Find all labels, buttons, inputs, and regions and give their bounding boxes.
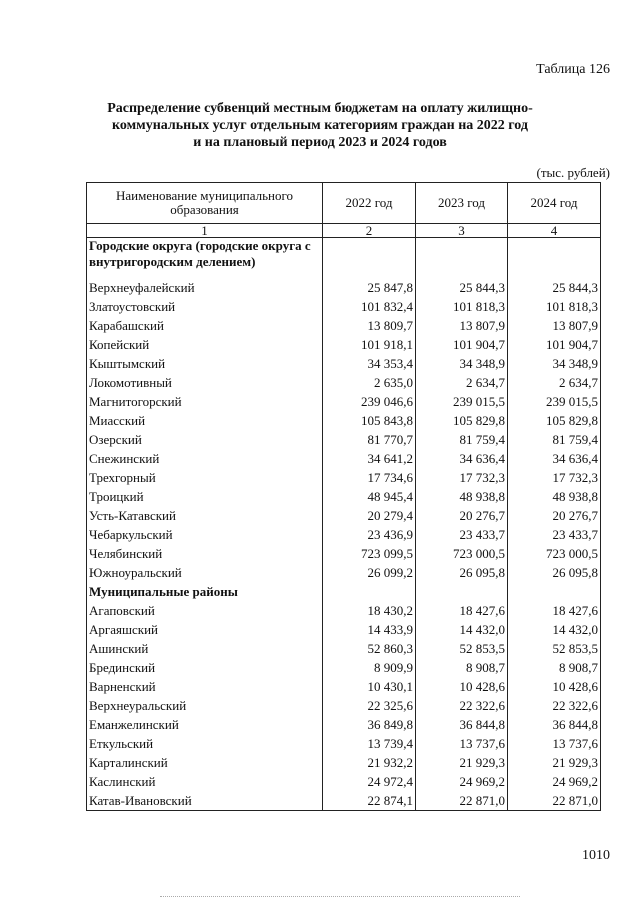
value-2023: 239 015,5 <box>416 392 508 411</box>
value-2023: 36 844,8 <box>416 715 508 734</box>
table-row <box>87 430 601 449</box>
municipality-name: Карталинский <box>87 753 323 772</box>
table-row <box>87 392 601 411</box>
value-2024: 105 829,8 <box>508 411 601 430</box>
value-2024: 52 853,5 <box>508 639 601 658</box>
value-2024: 26 095,8 <box>508 563 601 582</box>
subvention-table <box>86 182 601 811</box>
table-row <box>87 677 601 696</box>
municipality-name: Трехгорный <box>87 468 323 487</box>
value-2024: 25 844,3 <box>508 278 601 297</box>
value-2024: 34 636,4 <box>508 449 601 468</box>
municipality-name: Катав-Ивановский <box>87 791 323 811</box>
municipality-name: Южноуральский <box>87 563 323 582</box>
table-row <box>87 544 601 563</box>
municipality-name: Кыштымский <box>87 354 323 373</box>
value-2022: 22 325,6 <box>323 696 416 715</box>
table-row <box>87 658 601 677</box>
section-row <box>87 582 601 601</box>
value-2022: 101 832,4 <box>323 297 416 316</box>
table-row <box>87 411 601 430</box>
municipality-name: Еткульский <box>87 734 323 753</box>
empty-cell <box>323 582 416 601</box>
value-2024: 101 904,7 <box>508 335 601 354</box>
table-row <box>87 354 601 373</box>
municipality-name: Златоустовский <box>87 297 323 316</box>
value-2023: 723 000,5 <box>416 544 508 563</box>
empty-cell <box>508 582 601 601</box>
value-2023: 22 871,0 <box>416 791 508 811</box>
value-2023: 25 844,3 <box>416 278 508 297</box>
value-2022: 34 353,4 <box>323 354 416 373</box>
municipality-name: Локомотивный <box>87 373 323 392</box>
value-2024: 23 433,7 <box>508 525 601 544</box>
value-2022: 25 847,8 <box>323 278 416 297</box>
value-2024: 48 938,8 <box>508 487 601 506</box>
value-2024: 13 807,9 <box>508 316 601 335</box>
municipality-name: Верхнеуральский <box>87 696 323 715</box>
table-row <box>87 772 601 791</box>
value-2024: 13 737,6 <box>508 734 601 753</box>
value-2022: 13 809,7 <box>323 316 416 335</box>
section-title: Городские округа (городские округа с внутригородским делением) <box>87 238 323 279</box>
value-2024: 8 908,7 <box>508 658 601 677</box>
value-2022: 26 099,2 <box>323 563 416 582</box>
municipality-name: Магнитогорский <box>87 392 323 411</box>
value-2022: 2 635,0 <box>323 373 416 392</box>
value-2022: 21 932,2 <box>323 753 416 772</box>
value-2022: 48 945,4 <box>323 487 416 506</box>
value-2023: 14 432,0 <box>416 620 508 639</box>
value-2022: 22 874,1 <box>323 791 416 811</box>
value-2024: 34 348,9 <box>508 354 601 373</box>
empty-cell <box>416 582 508 601</box>
table-row <box>87 791 601 811</box>
value-2023: 17 732,3 <box>416 468 508 487</box>
value-2022: 36 849,8 <box>323 715 416 734</box>
header-2023: 2023 год <box>416 183 508 224</box>
value-2023: 8 908,7 <box>416 658 508 677</box>
municipality-name: Агаповский <box>87 601 323 620</box>
table-row <box>87 525 601 544</box>
value-2022: 101 918,1 <box>323 335 416 354</box>
value-2024: 10 428,6 <box>508 677 601 696</box>
column-number: 1 <box>87 224 323 238</box>
section-title: Муниципальные районы <box>87 582 323 601</box>
municipality-name: Аргаяшский <box>87 620 323 639</box>
value-2022: 20 279,4 <box>323 506 416 525</box>
value-2023: 34 348,9 <box>416 354 508 373</box>
title-line: Распределение субвенций местным бюджетам на оплату жилищно- <box>107 101 533 116</box>
value-2023: 21 929,3 <box>416 753 508 772</box>
value-2023: 20 276,7 <box>416 506 508 525</box>
table-row <box>87 278 601 297</box>
municipality-name: Варненский <box>87 677 323 696</box>
value-2022: 723 099,5 <box>323 544 416 563</box>
table-row <box>87 297 601 316</box>
municipality-name: Озерский <box>87 430 323 449</box>
value-2024: 101 818,3 <box>508 297 601 316</box>
value-2023: 13 737,6 <box>416 734 508 753</box>
title-line: коммунальных услуг отдельным категориям граждан на 2022 год <box>112 118 528 133</box>
municipality-name: Верхнеуфалейский <box>87 278 323 297</box>
header-2024: 2024 год <box>508 183 601 224</box>
value-2024: 239 015,5 <box>508 392 601 411</box>
empty-cell <box>416 238 508 279</box>
municipality-name: Копейский <box>87 335 323 354</box>
value-2022: 24 972,4 <box>323 772 416 791</box>
page-number: 1010 <box>582 848 610 863</box>
value-2022: 18 430,2 <box>323 601 416 620</box>
table-row <box>87 506 601 525</box>
document-title <box>60 100 580 151</box>
value-2023: 101 818,3 <box>416 297 508 316</box>
value-2023: 10 428,6 <box>416 677 508 696</box>
value-2024: 18 427,6 <box>508 601 601 620</box>
municipality-name: Челябинский <box>87 544 323 563</box>
column-number: 3 <box>416 224 508 238</box>
value-2023: 2 634,7 <box>416 373 508 392</box>
table-row <box>87 373 601 392</box>
table-row <box>87 715 601 734</box>
title-line: и на плановый период 2023 и 2024 годов <box>193 135 447 150</box>
value-2023: 48 938,8 <box>416 487 508 506</box>
empty-cell <box>508 238 601 279</box>
value-2023: 34 636,4 <box>416 449 508 468</box>
value-2022: 34 641,2 <box>323 449 416 468</box>
value-2022: 81 770,7 <box>323 430 416 449</box>
value-2024: 17 732,3 <box>508 468 601 487</box>
column-number: 2 <box>323 224 416 238</box>
value-2022: 17 734,6 <box>323 468 416 487</box>
municipality-name: Усть-Катавский <box>87 506 323 525</box>
municipality-name: Снежинский <box>87 449 323 468</box>
value-2023: 18 427,6 <box>416 601 508 620</box>
municipality-name: Карабашский <box>87 316 323 335</box>
header-name: Наименование муниципального образования <box>87 183 323 224</box>
municipality-name: Каслинский <box>87 772 323 791</box>
value-2023: 24 969,2 <box>416 772 508 791</box>
empty-cell <box>323 238 416 279</box>
value-2022: 8 909,9 <box>323 658 416 677</box>
value-2024: 24 969,2 <box>508 772 601 791</box>
value-2024: 36 844,8 <box>508 715 601 734</box>
value-2024: 81 759,4 <box>508 430 601 449</box>
value-2024: 22 322,6 <box>508 696 601 715</box>
value-2024: 21 929,3 <box>508 753 601 772</box>
municipality-name: Чебаркульский <box>87 525 323 544</box>
header-2022: 2022 год <box>323 183 416 224</box>
value-2022: 23 436,9 <box>323 525 416 544</box>
table-row <box>87 639 601 658</box>
value-2022: 14 433,9 <box>323 620 416 639</box>
table-row <box>87 734 601 753</box>
municipality-name: Миасский <box>87 411 323 430</box>
value-2022: 13 739,4 <box>323 734 416 753</box>
value-2022: 52 860,3 <box>323 639 416 658</box>
table-row <box>87 468 601 487</box>
value-2024: 22 871,0 <box>508 791 601 811</box>
table-row <box>87 753 601 772</box>
units-note: (тыс. рублей) <box>536 165 610 180</box>
municipality-name: Троицкий <box>87 487 323 506</box>
value-2022: 10 430,1 <box>323 677 416 696</box>
value-2024: 2 634,7 <box>508 373 601 392</box>
table-row <box>87 601 601 620</box>
municipality-name: Еманжелинский <box>87 715 323 734</box>
footer-divider <box>160 896 520 898</box>
value-2023: 101 904,7 <box>416 335 508 354</box>
value-2024: 723 000,5 <box>508 544 601 563</box>
table-row <box>87 335 601 354</box>
value-2022: 105 843,8 <box>323 411 416 430</box>
table-row <box>87 449 601 468</box>
value-2023: 23 433,7 <box>416 525 508 544</box>
table-body <box>87 238 601 811</box>
table-label: Таблица 126 <box>536 62 610 77</box>
table-row <box>87 696 601 715</box>
value-2023: 13 807,9 <box>416 316 508 335</box>
value-2023: 105 829,8 <box>416 411 508 430</box>
value-2023: 22 322,6 <box>416 696 508 715</box>
value-2023: 81 759,4 <box>416 430 508 449</box>
value-2024: 20 276,7 <box>508 506 601 525</box>
table-row <box>87 316 601 335</box>
column-number: 4 <box>508 224 601 238</box>
table-row <box>87 487 601 506</box>
table-row <box>87 620 601 639</box>
municipality-name: Ашинский <box>87 639 323 658</box>
section-row <box>87 238 601 279</box>
municipality-name: Брединский <box>87 658 323 677</box>
value-2022: 239 046,6 <box>323 392 416 411</box>
value-2024: 14 432,0 <box>508 620 601 639</box>
value-2023: 52 853,5 <box>416 639 508 658</box>
value-2023: 26 095,8 <box>416 563 508 582</box>
table-row <box>87 563 601 582</box>
